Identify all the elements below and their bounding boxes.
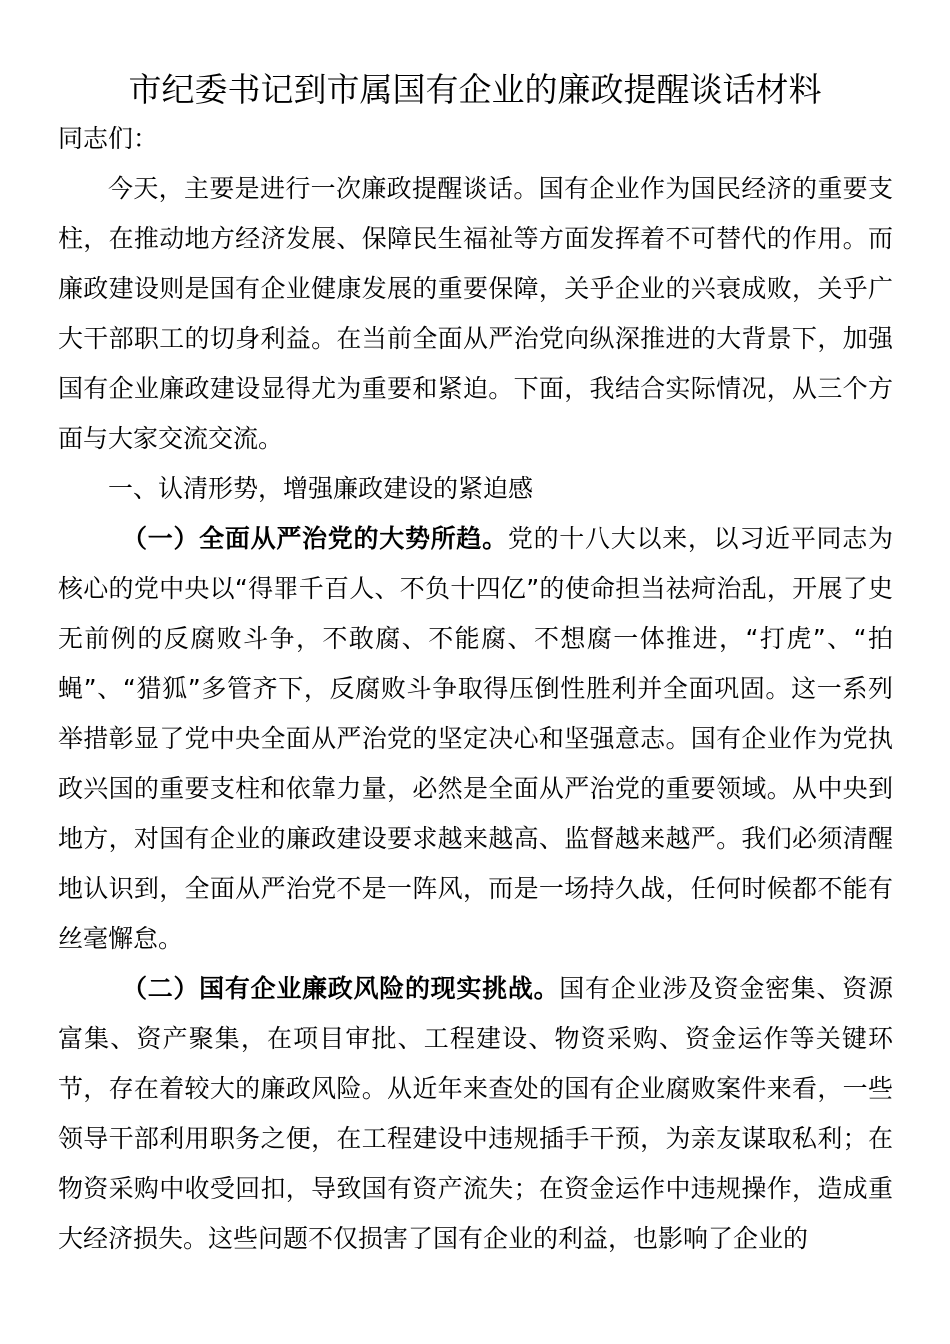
document-body	[58, 114, 893, 1264]
subsection-text-2: 国有企业涉及资金密集、资源富集、资产聚集，在项目审批、工程建设、物资采购、资金运作等关键环节，存在着较大的廉政风险。从近年来查处的国有企业腐败案件来看，一些领导干部利用职务之便，在工程建设中违规插手干预，为亲友谋取私利；在物资采购中收受回扣，导致国有资产流失；在资金运作中违规操作，造成重大经济损失。这些问题不仅损害了国有企业的利益，也影响了企业的	[58, 974, 893, 1253]
subsection-paragraph-2	[58, 964, 893, 1264]
subsection-text-1: 党的十八大以来，以习近平同志为核心的党中央以“得罪千百人、不负十四亿”的使命担当祛疴治乱，开展了史无前例的反腐败斗争，不敢腐、不能腐、不想腐一体推进，“打虎”、“拍蝇”、“猎狐”多管齐下，反腐败斗争取得压倒性胜利并全面巩固。这一系列举措彰显了党中央全面从严治党的坚定决心和坚强意志。国有企业作为党执政兴国的重要支柱和依靠力量，必然是全面从严治党的重要领域。从中央到地方，对国有企业的廉政建设要求越来越高、监督越来越严。我们必须清醒地认识到，全面从严治党不是一阵风，而是一场持久战，任何时候都不能有丝毫懈怠。	[58, 524, 893, 953]
subsection-paragraph-1	[58, 514, 893, 964]
document-title: 市纪委书记到市属国有企业的廉政提醒谈话材料	[128, 70, 822, 109]
section-heading-1: 一、认清形势，增强廉政建设的紧迫感	[108, 474, 534, 503]
salutation: 同志们：	[58, 124, 159, 153]
subsection-heading-2: （二）国有企业廉政风险的现实挑战。	[122, 974, 560, 1003]
subsection-heading-1: （一）全面从严治党的大势所趋。	[122, 524, 508, 553]
intro-paragraph: 今天，主要是进行一次廉政提醒谈话。国有企业作为国民经济的重要支柱，在推动地方经济发展、保障民生福祉等方面发挥着不可替代的作用。而廉政建设则是国有企业健康发展的重要保障，关乎企业的兴衰成败，关乎广大干部职工的切身利益。在当前全面从严治党向纵深推进的大背景下，加强国有企业廉政建设显得尤为重要和紧迫。下面，我结合实际情况，从三个方面与大家交流交流。	[58, 174, 893, 453]
